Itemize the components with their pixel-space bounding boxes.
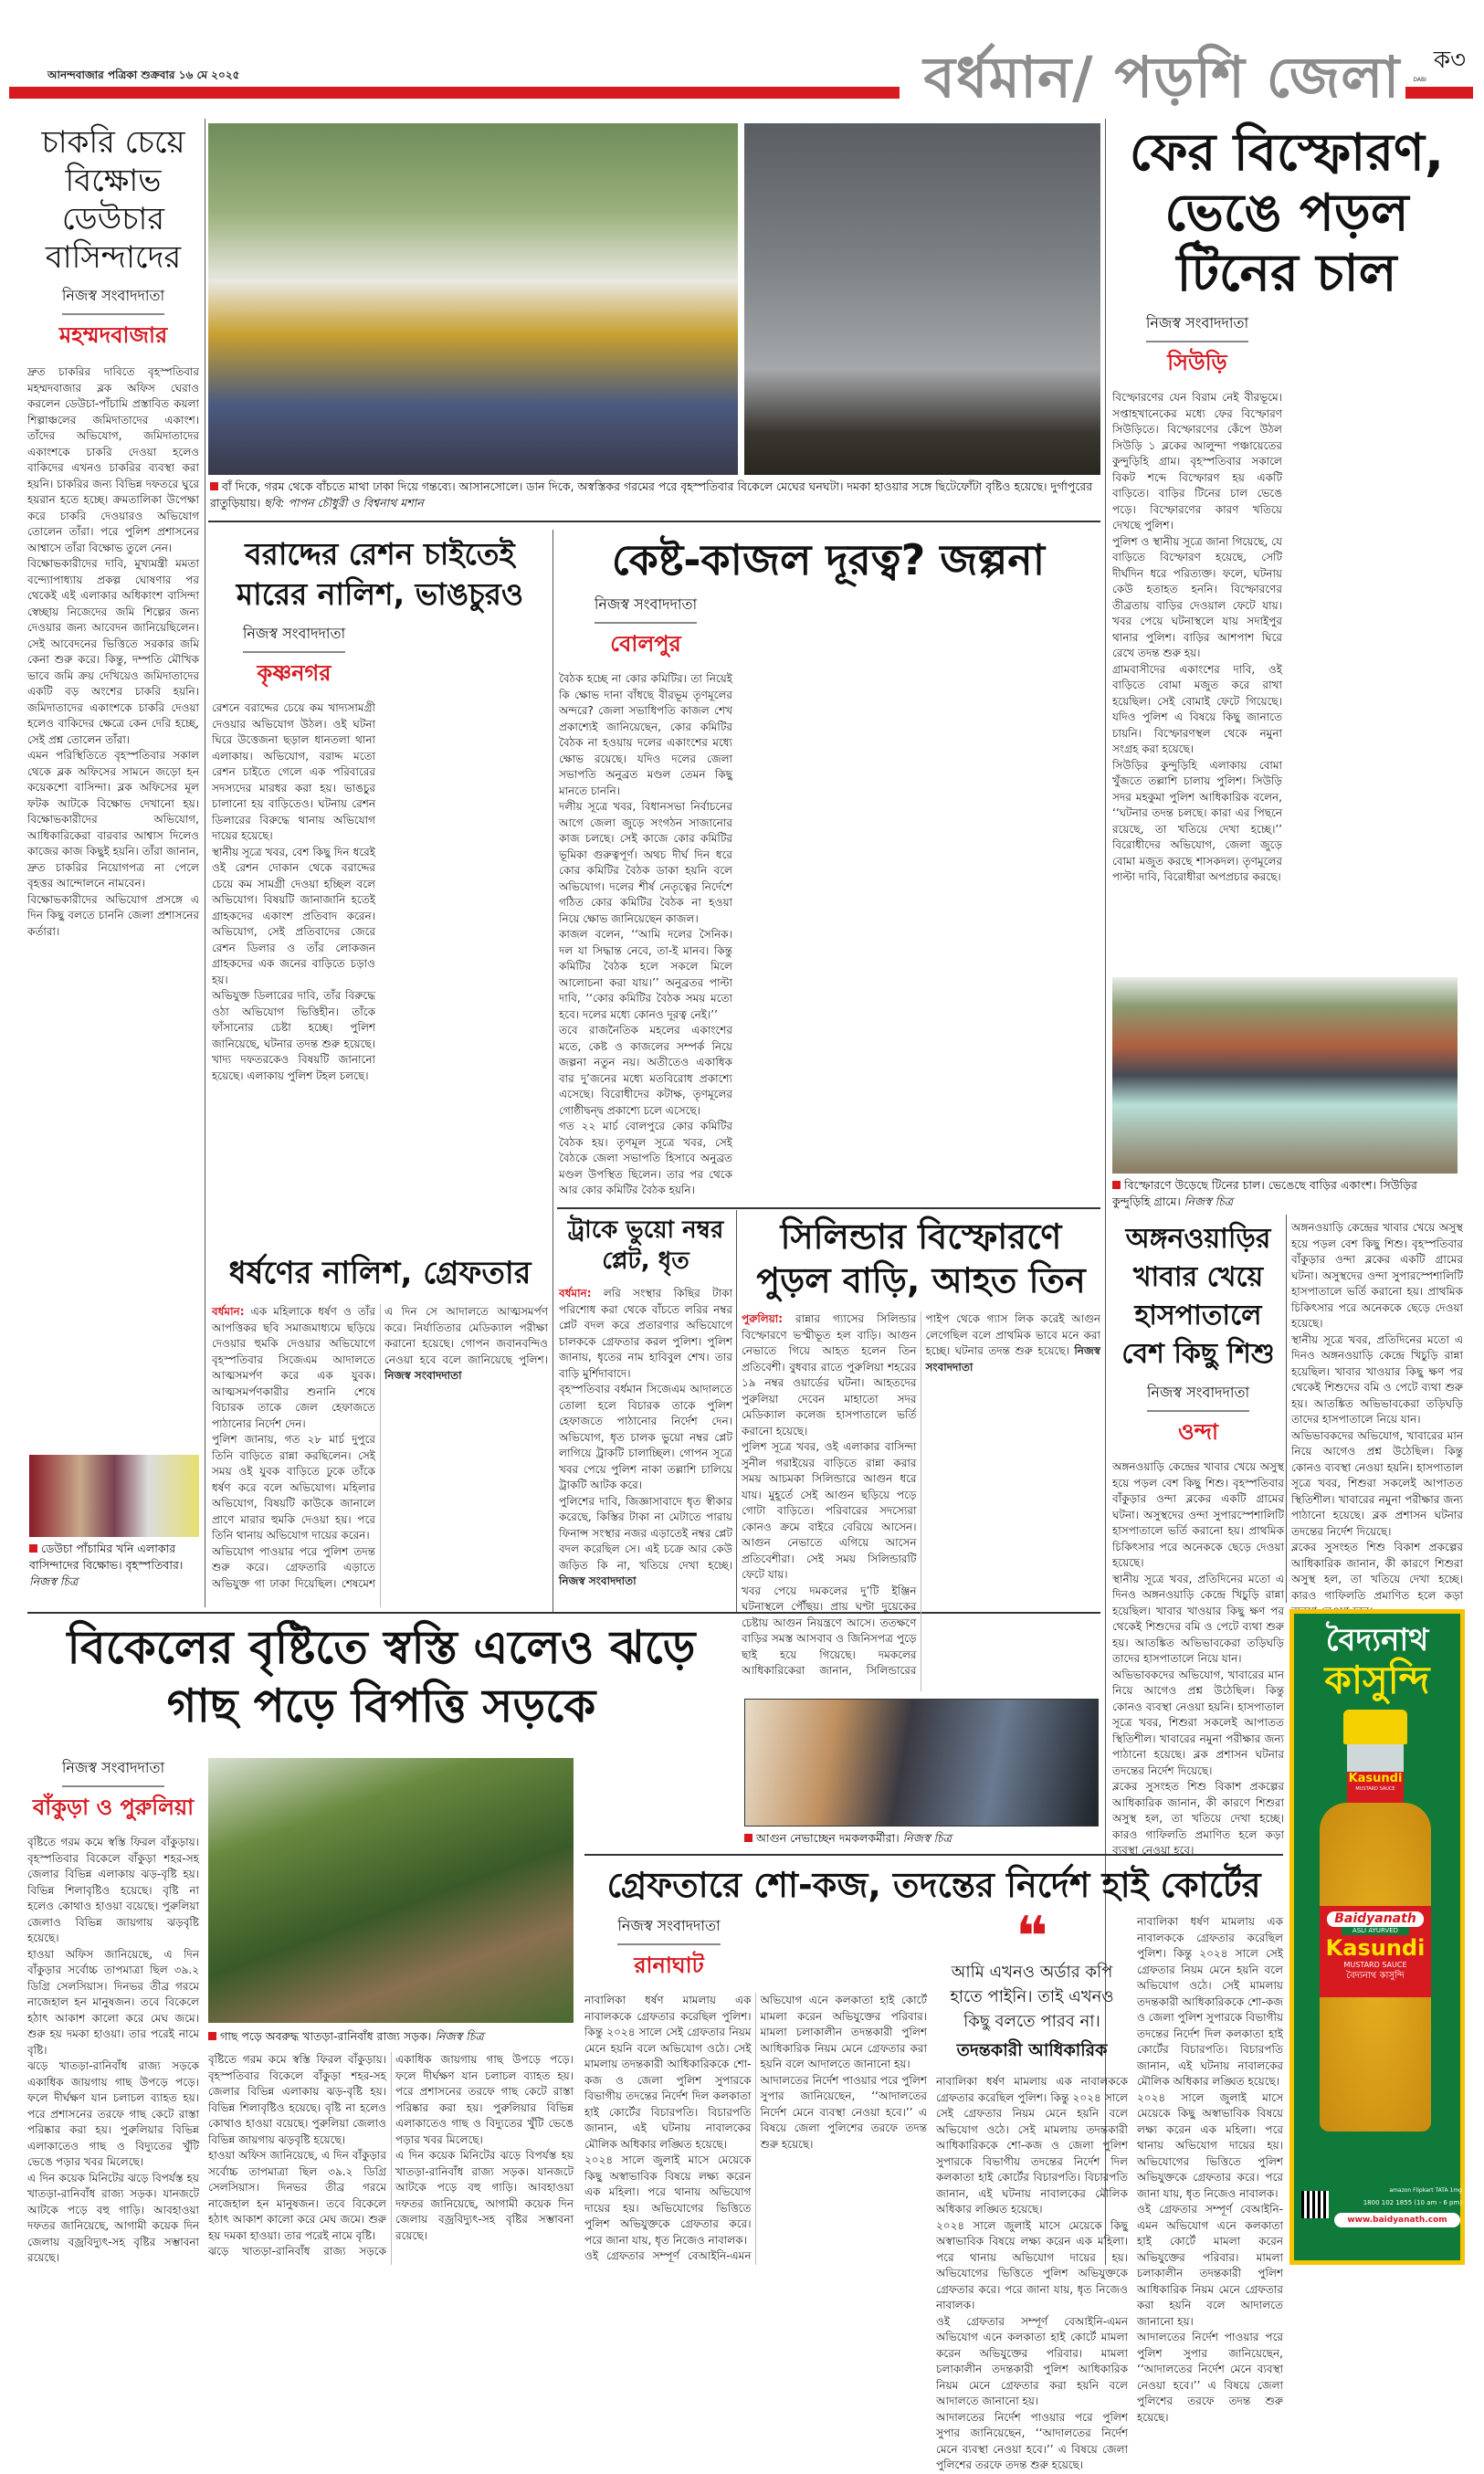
asansol-heat-photo <box>208 123 738 475</box>
headline: গ্রেফতারে শো-কজ, তদন্তের নির্দেশ হাই কোর্টের <box>606 1865 1261 1905</box>
reporter: নিজস্ব সংবাদদাতা <box>62 1756 164 1787</box>
article-storm <box>27 1618 735 1746</box>
baidyanath-kasundi-ad[interactable] <box>1289 1609 1465 2265</box>
article-kesto-kajal <box>559 534 1098 1201</box>
headline: বরাদ্দের রেশন চাইতেই মারের নালিশ, ভাঙচুরও <box>236 536 524 612</box>
caption-marker-icon <box>29 1544 37 1553</box>
article-truck-plate <box>559 1215 732 1607</box>
byline <box>27 1756 199 1827</box>
reporter: নিজস্ব সংবাদদাতা <box>595 593 697 624</box>
headline: অঙ্গনওয়াড়ির খাবার খেয়ে হাসপাতালে বেশ কিছু শিশু <box>1121 1223 1275 1370</box>
blast-photo-block <box>1112 977 1458 1213</box>
dateline-lead: বর্ধমান: <box>212 1305 245 1318</box>
headline: ফের বিস্ফোরণ, ভেঙে পড়ল টিনের চাল <box>1129 123 1445 303</box>
page-number: ক৩ <box>1433 47 1466 74</box>
place: ওন্দা <box>1178 1419 1218 1445</box>
article-cylinder-blast <box>742 1215 1100 1691</box>
ad-product-bengali: কাসুন্দি <box>1324 1658 1430 1702</box>
article-showcause <box>584 1863 1284 2471</box>
reporter: নিজস্ব সংবাদদাতা <box>1146 311 1248 342</box>
bottle-top-label: Kasundi MUSTARD SAUCE <box>1347 1772 1404 1803</box>
headline: ধর্ষণের নালিশ, গ্রেফতার <box>228 1255 532 1291</box>
cylinder-photo-block <box>744 1699 1099 1850</box>
storm-photo-column <box>208 1758 574 2265</box>
headline: বিকেলের বৃষ্টিতে স্বস্তি এলেও ঝড়ে গাছ পড়ে বিপত্তি সড়কে <box>67 1621 696 1732</box>
section-header <box>639 46 1466 111</box>
byline <box>27 284 199 355</box>
dateline-lead: বর্ধমান: <box>559 1287 592 1300</box>
pull-quote-column <box>936 1905 1128 2471</box>
section-title: বর্ধমান/ পড়শি জেলা <box>918 46 1405 110</box>
rule <box>208 521 1100 522</box>
fallen-tree-photo <box>208 1758 574 2023</box>
reporter: নিজস্ব সংবাদদাতা <box>243 622 345 653</box>
byline <box>584 1914 753 1985</box>
edition-mark: DABI <box>1413 77 1426 83</box>
article-body: বর্ধমান: এক মহিলাকে ধর্ষণ ও তাঁর আপত্তিকর ছবি সমাজমাধ্যমে ছড়িয়ে দেওয়ার হুমকি দেওয়ার অভিযোগে বৃহস্পতিবার সিজেএম আদালতে আত্মসমর্পণ করে এক যুবক। আত্মসমর্পণকারীর শুনানি শেষে বিচারক তাকে জেল হেফাজতে পাঠানোর নির্দেশ দেন। পুলিশ জানায়, গত ২৮ মার্চ দুপুরে তিনি বাড়িতে রান্না করছিলেন। সেই সময় ওই যুবক বাড়িতে ঢুকে তাঁকে ধর্ষণ করে বলে অভিযোগ। মহিলার অভিযোগ, বিষয়টি কাউকে জানালে প্রাণে মারার হুমকি দেওয়া হয়। পরে তিনি থানায় অভিযোগ দায়ের করেন। অভিযোগ পাওয়ার পরে পুলিশ তদন্ত শুরু করে। গ্রেফতারি এড়াতে অভিযুক্ত গা ঢাকা দিয়েছিল। শেষমেশ এ দিন সে আদালতে আত্মসমর্পণ করে। নির্যাতিতার মেডিক্যাল পরীক্ষা করানো হয়েছে। গোপন জবানবন্দিও নেওয়া হবে বলে জানিয়েছে পুলিশ। নিজস্ব সংবাদদাতা <box>212 1305 548 1590</box>
bottle-cap-icon <box>1343 1710 1407 1744</box>
caption-marker-icon <box>1112 1181 1121 1189</box>
article-body: নাবালিকা ধর্ষণ মামলায় এক নাবালককে গ্রেফতার করেছিল পুলিশ। কিন্তু ২০২৪ সালে সেই গ্রেফতার নিয়ম মেনে হয়নি বলে অভিযোগ ওঠে। সেই মামলায় তদন্তকারী আধিকারিককে শো-কজ ও জেলা পুলিশ সুপারকে বিভাগীয় তদন্তের নির্দেশ দিল কলকাতা হাই কোর্টের বিচারপতি। বিচারপতি জানান, এই ঘটনায় নাবালকের মৌলিক অধিকার লঙ্ঘিত হয়েছে। ২০২৪ সালে জুলাই মাসে মেয়েকে কিছু অস্বাভাবিক বিষয়ে লক্ষ্য করেন এক মহিলা। পরে থানায় অভিযোগ দায়ের হয়। অভিযোগের ভিত্তিতে পুলিশ অভিযুক্তকে গ্রেফতার করে। পরে জানা যায়, ধৃত নিজেও নাবালক। ওই গ্রেফতার সম্পূর্ণ বেআইনি-এমন অভিযোগ এনে কলকাতা হাই কোর্টে মামলা করেন অভিযুক্তের পরিবার। মামলা চলাকালীন তদন্তকারী পুলিশ আধিকারিক নিয়ম মেনে গ্রেফতার করা হয়নি বলে আদালতে জানানো হয়। আদালতের নির্দেশ পাওয়ার পরে পুলিশ সুপার জানিয়েছেন, ‘‘আদালতের নির্দেশ মেনে ব্যবস্থা নেওয়া হবে।’’ এ বিষয়ে জেলা পুলিশের তরফে তদন্ত শুরু হয়েছে। <box>584 1994 927 2262</box>
article-rape-arrest <box>212 1253 548 1607</box>
divider <box>1286 1215 1287 1603</box>
storm-byline-column <box>27 1749 199 2265</box>
qr-code-icon[interactable] <box>1301 2191 1329 2218</box>
article-body: রেশনে বরাদ্দের চেয়ে কম খাদ্যসামগ্রী দেওয়ার অভিযোগ উঠল। ওই ঘটনা ঘিরে উত্তেজনা ছড়াল ধানতলা থানা এলাকায়। অভিযোগ, বরাদ্দ মতো রেশন চাইতে গেলে এক পরিবারের সদস্যদের মারধর করা হয়। ভাঙচুর চালানো হয় বাড়িতেও। ঘটনায় রেশন ডিলারের বিরুদ্ধে থানায় অভিযোগ দায়ের হয়েছে। স্থানীয় সূত্রে খবর, বেশ কিছু দিন ধরেই ওই রেশন দোকান থেকে বরাদ্দের চেয়ে কম সামগ্রী দেওয়া হচ্ছিল বলে অভিযোগ। বিষয়টি জানাজানি হতেই গ্রাহকদের একাংশ প্রতিবাদ করেন। অভিযোগ, সেই প্রতিবাদের জেরে রেশন ডিলার ও তাঁর লোকজন গ্রাহকদের এক জনের বাড়িতে চড়াও হয়। অভিযুক্ত ডিলারের দাবি, তাঁর বিরুদ্ধে ওঠা অভিযোগ ভিত্তিহীন। তাঁকে ফাঁসানোর চেষ্টা হচ্ছে। পুলিশ জানিয়েছে, ঘটনার তদন্ত শুরু হয়েছে। খাদ্য দফতরকেও বিষয়টি জানানো হয়েছে। এলাকায় পুলিশ টহল চলছে। <box>212 701 375 1082</box>
rule <box>557 1207 1100 1209</box>
caption-marker-icon <box>208 2032 216 2040</box>
article-deucha <box>27 123 199 1448</box>
article-body-continued: বৃষ্টিতে গরম কমে স্বস্তি ফিরল বাঁকুড়ায়। বৃহস্পতিবার বিকেলে বাঁকুড়া শহর-সহ জেলার বিভিন্ন এলাকায় ঝড়-বৃষ্টি হয়। বিভিন্ন শিলাবৃষ্টিও হয়েছে। বৃষ্টি না হলেও কোথাও হাওয়া বয়েছে। পুরুলিয়া জেলাও বিভিন্ন জায়গায় ঝড়বৃষ্টি হয়েছে। হাওয়া অফিস জানিয়েছে, এ দিন বাঁকুড়ার সর্বোচ্চ তাপমাত্রা ছিল ৩৯.২ ডিগ্রি সেলসিয়াস। দিনভর তীব্র গরমে নাজেহাল হন মানুষজন। তবে বিকেলে হঠাৎ আকাশ কালো করে মেঘ জমে। শুরু হয় দমকা হাওয়া। তার পরেই নামে বৃষ্টি। ঝড়ে খাতড়া-রানিবাঁধ রাজ্য সড়কে একাধিক জায়গায় গাছ উপড়ে পড়ে। ফলে দীর্ঘক্ষণ যান চলাচল ব্যাহত হয়। পরে প্রশাসনের তরফে গাছ কেটে রাস্তা পরিষ্কার করা হয়। পুরুলিয়ার বিভিন্ন এলাকাতেও গাছ ও বিদ্যুতের খুঁটি ভেঙে পড়ার খবর মিলেছে। এ দিন কয়েক মিনিটের ঝড়ে বিপর্যস্ত হয় খাতড়া-রানিবাঁধ রাজ্য সড়ক। যানজটে আটকে পড়ে বহু গাড়ি। আবহাওয়া দফতর জানিয়েছে, আগামী কয়েক দিন জেলায় বজ্রবিদ্যুৎ-সহ বৃষ্টির সম্ভাবনা রয়েছে। <box>208 2053 574 2258</box>
caption-marker-icon <box>744 1834 753 1842</box>
article-body-continued: অঙ্গনওয়াড়ি কেন্দ্রের খাবার খেয়ে অসুস্থ হয়ে পড়ল বেশ কিছু শিশু। বৃহস্পতিবার বাঁকুড়ার ওন্দা ব্লকের একটি গ্রামের ঘটনা। অসুস্থদের ওন্দা সুপারস্পেশালিটি হাসপাতালে ভর্তি করানো হয়। প্রাথমিক চিকিৎসার পরে অনেককে ছেড়ে দেওয়া হয়েছে। স্থানীয় সূত্রে খবর, প্রতিদিনের মতো এ দিনও অঙ্গনওয়াড়ি কেন্দ্রে খিচুড়ি রান্না হয়েছিল। খাবার খাওয়ার কিছু ক্ষণ পর থেকেই শিশুদের বমি ও পেটে ব্যথা শুরু হয়। আতঙ্কিত অভিভাবকেরা তড়িঘড়ি তাদের হাসপাতালে নিয়ে যান। অভিভাবকদের অভিযোগ, খাবারের মান নিয়ে আগেও প্রশ্ন উঠেছিল। কিন্তু কোনও ব্যবস্থা নেওয়া হয়নি। হাসপাতাল সূত্রে খবর, শিশুরা সকলেই আপাতত স্থিতিশীল। খাবারের নমুনা পরীক্ষার জন্য পাঠানো হয়েছে। ব্লক প্রশাসন ঘটনার তদন্তের নির্দেশ দিয়েছে। ব্লকের সুসংহত শিশু বিকাশ প্রকল্পের আধিকারিক জানান, কী কারণে শিশুরা অসুস্থ হল, তা খতিয়ে দেখা হচ্ছে। কারও গাফিলতি প্রমাণিত হলে কড়া <box>1291 1221 1463 1602</box>
article-body: বর্ধমান: লরি সংস্থার কিছির টাকা পরিশোধ করা থেকে বাঁচতে লরির নম্বর প্লেট বদল করে প্রতারণার অভিযোগে চালককে গ্রেফতার করল পুলিশ। পুলিশ জানায়, ধৃতের নাম হাবিবুল শেখ। তার বাড়ি মুর্শিদাবাদে। বৃহস্পতিবার বর্ধমান সিজেএম আদালতে তোলা হলে বিচারক তাকে পুলিশ হেফাজতে পাঠানোর নির্দেশ দেন। অভিযোগ, ধৃত চালক ভুয়ো নম্বর প্লেট লাগিয়ে ট্রাকটি চালাচ্ছিল। গোপন সূত্রে খবর পেয়ে পুলিশ নাকা তল্লাশি চালিয়ে ট্রাকটি আটক করে। পুলিশের দাবি, জিজ্ঞাসাবাদে ধৃত স্বীকার করেছে, কিস্তির টাকা না মেটাতে পারায় ফিনান্স সংস্থার নজর এড়াতেই নম্বর প্লেট বদল করেছিল সে। এই চক্রে আর কেউ জড়িত কি না, খতিয়ে দেখা হচ্ছে। নিজস্ব সংবাদদাতা <box>559 1287 732 1587</box>
divider <box>736 1210 737 1612</box>
byline <box>1112 311 1282 383</box>
caption-marker-icon <box>210 482 218 490</box>
article-body: দ্রুত চাকরির দাবিতে বৃহস্পতিবার মহম্মদবাজার ব্লক অফিস ঘেরাও করলেন ডেউচা-পাঁচামি প্রস্তাবিত কয়লা শিল্পাঞ্চলের জমিদাতাদের একাংশ। তাঁদের অভিযোগ, জমিদাতাদের একাংশকে চাকরি দেওয়া হলেও বাকিদের এখনও চাকরির ব্যবস্থা করা হয়নি। চাকরির জন্য বিভিন্ন দফতরে ঘুরে হয়রান হতে হচ্ছে। ক্রমতালিকা উপেক্ষা করে চাকরি দেওয়ারও অভিযোগ তোলেন তাঁরা। পরে পুলিশ প্রশাসনের আশ্বাসে তাঁরা বিক্ষোভ তুলে নেন। বিক্ষোভকারীদের দাবি, মুখ্যমন্ত্রী মমতা বন্দ্যোপাধ্যায় প্রকল্প ঘোষণার পর থেকেই এই এলাকার অধিকাংশ বাসিন্দা স্বেচ্ছায় নিজেদের জমি শিল্পের জন্য দেওয়ার জন্য আবেদন জানিয়েছিলেন। সেই আবেদনের ভিত্তিতে সরকার জমি কেনা শুরু করে। কিন্তু, দম্পতি মৌখিক ভাবে জমি ক্রয় দেখিয়েও জমিদাতাদের একটি বড় অংশের চাকরি হয়নি। জমিদাতাদের একাংশকে চাকরি দেওয়া হলেও বাকিদের ক্ষেত্রে কেন দেরি হচ্ছে, সেই প্রশ্ন তোলেন তাঁরা। এমন পরিস্থিতিতে বৃহস্পতিবার সকাল থেকে ব্লক অফিসের সামনে জড়ো হন কয়েকশো বাসিন্দা। ব্লক অফিসের মূল ফটক আটকে বিক্ষোভ দেখানো হয়। বিক্ষোভকারীদের অভিযোগ, আধিকারিকেরা বারবার আশ্বাস দিলেও কাজের কাজ কিছুই হয়নি। তাঁরা জানান, দ্রুত চাকরির নিয়োগপত্র না পেলে বৃহত্তর আন্দোলনে নামবেন। বিক্ষোভকারীদের অভিযোগ প্রসঙ্গে এ দিন কিছু বলতে চাননি জেলা প্রশাসনের কর্তারা। <box>27 365 199 938</box>
deucha-photo-block <box>29 1455 199 1610</box>
reporter: নিজস্ব সংবাদদাতা <box>62 284 164 315</box>
bottle-neck <box>1347 1744 1404 1772</box>
place: মহম্মদবাজার <box>58 322 168 348</box>
headline: চাকরি চেয়ে বিক্ষোভ ডেউচার বাসিন্দাদের <box>41 124 185 276</box>
article-body: অঙ্গনওয়াড়ি কেন্দ্রের খাবার খেয়ে অসুস্থ হয়ে পড়ল বেশ কিছু শিশু। বৃহস্পতিবার বাঁকুড়ার ওন্দা ব্লকের একটি গ্রামের ঘটনা। অসুস্থদের ওন্দা সুপারস্পেশালিটি হাসপাতালে ভর্তি করানো হয়। প্রাথমিক চিকিৎসার পরে অনেককে ছেড়ে দেওয়া হয়েছে। স্থানীয় সূত্রে খবর, প্রতিদিনের মতো এ দিনও অঙ্গনওয়াড়ি কেন্দ্রে খিচুড়ি রান্না হয়েছিল। খাবার খাওয়ার কিছু ক্ষণ পর থেকেই শিশুদের বমি ও পেটে ব্যথা শুরু হয়। আতঙ্কিত অভিভাবকেরা তড়িঘড়ি তাদের হাসপাতালে নিয়ে যান। অভিভাবকদের অভিযোগ, খাবারের মান নিয়ে আগেও প্রশ্ন উঠেছিল। কিন্তু কোনও ব্যবস্থা নেওয়া হয়নি। হাসপাতাল সূত্রে খবর, শিশুরা সকলেই আপাতত স্থিতিশীল। খাবারের নমুনা পরীক্ষার জন্য পাঠানো হয়েছে। ব্লক প্রশাসন ঘটনার তদন্তের নির্দেশ দিয়েছে। ব্লকের সুসংহত শিশু বিকাশ প্রকল্পের আধিকারিক জানান, কী কারণে শিশুরা অসুস্থ হল, তা খতিয়ে দেখা হচ্ছে। কারও গাফিলতি প্রমাণিত হলে কড়া ব্যবস্থা নেওয়া হবে। <box>1112 1460 1284 1857</box>
byline <box>212 622 376 693</box>
article-body: বিস্ফোরণের যেন বিরাম নেই বীরভূমে। সপ্তাহখানেকের মধ্যে ফের বিস্ফোরণ সিউড়িতে। বিস্ফোরণের কেঁপে উঠল সিউড়ি ১ ব্লকের আলুন্দা পঞ্চায়েতের কুন্দুড়িহি গ্রাম। বৃহস্পতিবার সকালে বিকট শব্দে বিস্ফোরণ হয় একটি বাড়িতে। বাড়ির টিনের চাল ভেঙে পড়ে। বিস্ফোরণের কারণ খতিয়ে দেখছে পুলিশ। পুলিশ ও স্থানীয় সূত্রে জানা গিয়েছে, যে বাড়িতে বিস্ফোরণ হয়েছে, সেটি দীর্ঘদিন ধরে পরিত্যক্ত। ফলে, ঘটনায় কেউ হতাহত হননি। বিস্ফোরণের তীব্রতায় বাড়ির দেওয়াল ফেটে যায়। খবর পেয়ে ঘটনাস্থলে যায় সদাইপুর থানার পুলিশ। বাড়ির আশপাশ ঘিরে রেখে তদন্ত শুরু হয়। গ্রামবাসীদের একাংশের দাবি, ওই বাড়িতে বোমা মজুত করে রাখা হয়েছিল। সেই বোমাই ফেটে গিয়েছে। যদিও পুলিশ এ বিষয়ে কিছু জানাতে চায়নি। বিস্ফোরণস্থল থেকে নমুনা সংগ্রহ করা হয়েছে। সিউড়ির কুন্দুড়িহি এলাকায় বোমা খুঁজতে তল্লাশি চালায় পুলিশ। সিউড়ি সদর মহকুমা পুলিশ আধিকারিক বলেন, ‘‘ঘটনার তদন্ত চলছে। কারা এর পিছনে রয়েছে, তা খতিয়ে দেখা হচ্ছে।’’ বিরোধীদের অভিযোগ, জেলা জুড়ে বোমা মজুত করছে শাসকদল। তৃণমূলের পাল্টা দাবি, বিরোধীরা অপপ্রচার করছে। <box>1112 391 1282 883</box>
ad-brand-bengali: বৈদ্যনাথ <box>1325 1622 1429 1658</box>
article-blast <box>1112 123 1461 971</box>
photo-caption: আগুন নেভাচ্ছেন দমকলকর্মীরা। নিজস্ব চিত্র <box>744 1830 1099 1847</box>
top-photo-caption: বাঁ দিকে, গরম থেকে বাঁচতে মাথা ঢাকা দিয়ে গন্তব্যে। আসানসোলে। ডান দিকে, অস্বস্তিকর গরমের পরে বৃহস্পতিবার বিকেলে মেঘের ঘনঘটা। দমকা হাওয়ার সঙ্গে ছিটেফোঁটা বৃষ্টিও হয়েছে। দুর্গাপুরের রাতুড়িয়ায়। ছবি: পাপন চৌধুরী ও বিশ্বনাথ মশান <box>210 479 1093 510</box>
dateline: আনন্দবাজার পত্রিকা শুক্রবার ১৬ মে ২০২৫ <box>47 68 240 81</box>
quote-attribution: তদন্তকারী আধিকারিক <box>956 2040 1108 2060</box>
quote-text: আমি এখনও অর্ডার কপি হাতে পাইনি। তাই এখনও কিছু বলতে পারব না। <box>950 1963 1114 2031</box>
article-anganwadi <box>1112 1220 1284 1857</box>
bottle-main-label: Baidyanath ASLI AYURVED Kasundi MUSTARD SAUCE বৈদ্যনাথ কাসুন্দি <box>1320 1906 1431 1997</box>
headline: কেষ্ট-কাজল দূরত্ব? জল্পনা <box>611 535 1046 584</box>
ad-stores: amazon Flipkart TATA 1mg <box>1389 2187 1462 2194</box>
headline: ট্রাকে ভুয়ো নম্বর প্লেট, ধৃত <box>567 1216 724 1275</box>
article-body: পুরুলিয়া: রান্নার গ্যাসের সিলিন্ডার বিস্ফোরণে ভস্মীভূত হল বাড়ি। আগুন নেভাতে গিয়ে আহত হলেন তিন প্রতিবেশী। বুধবার রাতে পুরুলিয়া শহরের ১৯ নম্বর ওয়ার্ডের ঘটনা। আহতদের পুরুলিয়া দেবেন মাহাতো সদর মেডিক্যাল কলেজ হাসপাতালে ভর্তি করানো হয়েছে। পুলিশ সূত্রে খবর, ওই এলাকার বাসিন্দা সুনীল গরাইয়ের বাড়িতে রান্না করার সময় আচমকা সিলিন্ডারে আগুন ধরে যায়। মুহূর্তে সেই আগুন ছড়িয়ে পড়ে গোটা বাড়িতে। পরিবারের সদস্যেরা কোনও ক্রমে বাইরে বেরিয়ে আসেন। আগুন নেভাতে এগিয়ে আসেন প্রতিবেশীরা। সেই সময় সিলিন্ডারটি ফেটে যায়। খবর পেয়ে দমকলের দু’টি ইঞ্জিন ঘটনাস্থলে পৌঁছয়। প্রায় ঘণ্টা দুয়েকের চেষ্টায় আগুন নিয়ন্ত্রণে আসে। ততক্ষণে বাড়ির সমস্ত আসবাব ও জিনিসপত্র পুড়ে ছাই হয়ে গিয়েছে। দমকলের আধিকারিকেরা জানান, সিলিন্ডারের পাইপ থেকে গ্যাস লিক করেই আগুন লেগেছিল বলে প্রাথমিক ভাবে মনে করা হচ্ছে। ঘটনার তদন্ত শুরু হয়েছে। নিজস্ব সংবাদদাতা <box>742 1312 1100 1677</box>
durgapur-clouds-photo <box>744 123 1100 475</box>
place: সিউড়ি <box>1167 350 1227 375</box>
headline: সিলিন্ডার বিস্ফোরণে পুড়ল বাড়ি, আহত তিন <box>756 1216 1086 1300</box>
article-body: বৈঠক হচ্ছে না কোর কমিটির। তা নিয়েই কি ক্ষোভ দানা বাঁধছে বীরভূম তৃণমূলের অন্দরে? জেলা সভাধিপতি কাজল শেখ প্রকাশ্যেই জানিয়েছেন, কোর কমিটির বৈঠক না হওয়ায় দলের একাংশের মধ্যে ক্ষোভ রয়েছে। যদিও দলের জেলা সভাপতি অনুব্রত মণ্ডল তেমন কিছু মানতে চাননি। দলীয় সূত্রে খবর, বিধানসভা নির্বাচনের আগে জেলা জুড়ে সংগঠন সাজানোর কাজ চলছে। সেই কাজে কোর কমিটির ভূমিকা গুরুত্বপূর্ণ। অথচ দীর্ঘ দিন ধরে কোর কমিটির বৈঠক ডাকা হয়নি বলে অভিযোগ। দলের শীর্ষ নেতৃত্বের নির্দেশে গঠিত কোর কমিটির বৈঠক না হওয়া নিয়ে ক্ষোভ জানিয়েছেন কাজল। কাজল বলেন, ‘‘আমি দলের সৈনিক। দল যা সিদ্ধান্ত নেবে, তা-ই মানব। কিন্তু কমিটির বৈঠক হলে সকলে মিলে আলোচনা করা যায়।’’ অনুব্রতর পাল্টা দাবি, ‘‘কোর কমিটির বৈঠক সময় মতো হবে। দলের মধ্যে কোনও দূরত্ব নেই।’’ তবে রাজনৈতিক মহলের একাংশের মতে, কেষ্ট ও কাজলের সম্পর্ক নিয়ে জল্পনা নতুন নয়। অতীতেও একাধিক বার দু’জনের মধ্যে মতবিরোধ প্রকাশ্যে এসেছে। বিরোধীদের কটাক্ষ, তৃণমূলের গোষ্ঠীদ্বন্দ্ব প্রকাশ্যে চলে এসেছে। গত ২২ মার্চ বোলপুরে কোর কমিটির বৈঠক হয়। তৃণমূল সূত্রে খবর, সেই বৈঠকে জেলা সভাপতি হিসাবে অনুব্রত মণ্ডল উপস্থিত ছিলেন। তার পর থেকে আর কোর কমিটির বৈঠক হয়নি। <box>559 672 732 1196</box>
place: রানাঘাট <box>634 1953 704 1978</box>
article-body-continued: নাবালিকা ধর্ষণ মামলায় এক নাবালককে গ্রেফতার করেছিল পুলিশ। কিন্তু ২০২৪ সালে সেই গ্রেফতার নিয়ম মেনে হয়নি বলে অভিযোগ ওঠে। সেই মামলায় তদন্তকারী আধিকারিককে শো-কজ ও জেলা পুলিশ সুপারকে বিভাগীয় তদন্তের নির্দেশ দিল কলকাতা হাই কোর্টের বিচারপতি। বিচারপতি জানান, এই ঘটনায় নাবালকের মৌলিক অধিকার লঙ্ঘিত হয়েছে। ২০২৪ সালে জুলাই মাসে মেয়েকে কিছু অস্বাভাবিক বিষয়ে লক্ষ্য করেন এক মহিলা। পরে থানায় অভিযোগ দায়ের হয়। অভিযোগের ভিত্তিতে পুলিশ অভিযুক্তকে গ্রেফতার করে। পরে জানা যায়, ধৃত নিজেও নাবালক। ওই গ্রেফতার সম্পূর্ণ বেআইনি-এমন অভিযোগ এনে কলকাতা হাই কোর্টে মামলা করেন অভিযুক্তের পরিবার। মামলা চলাকালীন তদন্তকারী পুলিশ আধিকারিক নিয়ম মেনে গ্রেফতার করা হয়নি বলে আদালতে জানানো হয়। আদালতের নির্দেশ পাওয়ার পরে পুলিশ সুপার জানিয়েছেন, ‘‘আদালতের নির্দেশ মেনে ব্যবস্থা নেওয়া হবে।’’ এ বিষয়ে জেলা পুলিশের তরফে তদন্ত শুরু হয়েছে। <box>936 2075 1128 2471</box>
photo-caption: গাছ পড়ে অবরুদ্ধ খাতড়া-রানিবাঁধ রাজ্য সড়ক। নিজস্ব চিত্র <box>208 2028 574 2045</box>
reporter: নিজস্ব সংবাদদাতা <box>617 1914 720 1945</box>
article-body: বৃষ্টিতে গরম কমে স্বস্তি ফিরল বাঁকুড়ায়। বৃহস্পতিবার বিকেলে বাঁকুড়া শহর-সহ জেলার বিভিন্ন এলাকায় ঝড়-বৃষ্টি হয়। বিভিন্ন শিলাবৃষ্টিও হয়েছে। বৃষ্টি না হলেও কোথাও হাওয়া বয়েছে। পুরুলিয়া জেলাও বিভিন্ন জায়গায় ঝড়বৃষ্টি হয়েছে। হাওয়া অফিস জানিয়েছে, এ দিন বাঁকুড়ার সর্বোচ্চ তাপমাত্রা ছিল ৩৯.২ ডিগ্রি সেলসিয়াস। দিনভর তীব্র গরমে নাজেহাল হন মানুষজন। তবে বিকেলে হঠাৎ আকাশ কালো করে মেঘ জমে। শুরু হয় দমকা হাওয়া। তার পরেই নামে বৃষ্টি। ঝড়ে খাতড়া-রানিবাঁধ রাজ্য সড়কে একাধিক জায়গায় গাছ উপড়ে পড়ে। ফলে দীর্ঘক্ষণ যান চলাচল ব্যাহত হয়। পরে প্রশাসনের তরফে গাছ কেটে রাস্তা পরিষ্কার করা হয়। পুরুলিয়ার বিভিন্ন এলাকাতেও গাছ ও বিদ্যুতের খুঁটি ভেঙে পড়ার খবর মিলেছে। এ দিন কয়েক মিনিটের ঝড়ে বিপর্যস্ত হয় খাতড়া-রানিবাঁধ রাজ্য সড়ক। যানজটে আটকে পড়ে বহু গাড়ি। আবহাওয়া দফতর জানিয়েছে, আগামী কয়েক দিন জেলায় বজ্রবিদ্যুৎ-সহ বৃষ্টির সম্ভাবনা রয়েছে। <box>27 1836 199 2264</box>
quote-icon: ❝ <box>1016 1905 1048 1969</box>
collapsed-roof-photo <box>1112 977 1458 1174</box>
photo-caption: ডেউচা পাঁচামির খনি এলাকার বাসিন্দাদের বিক্ষোভ। বৃহস্পতিবার। নিজস্ব চিত্র <box>29 1542 184 1588</box>
byline <box>1112 1381 1284 1452</box>
ad-website-link[interactable]: www.baidyanath.com <box>1334 2213 1460 2227</box>
showcause-main-column <box>584 1914 927 2265</box>
photo-caption: বিস্ফোরণে উড়েছে টিনের চাল। ভেঙেছে বাড়ির একাংশ। সিউড়ির কুন্দুড়িহি গ্রামে। নিজস্ব চিত্র <box>1112 1178 1417 1208</box>
ad-phone: 1800 102 1855 (10 am - 6 pm) <box>1363 2199 1462 2206</box>
place: কৃষ্ণনগর <box>257 660 332 686</box>
place: বোলপুর <box>610 631 681 657</box>
dateline-lead: পুরুলিয়া: <box>742 1312 784 1325</box>
reporter: নিজস্ব সংবাদদাতা <box>1147 1381 1249 1412</box>
place: বাঁকুড়া ও পুরুলিয়া <box>32 1795 195 1820</box>
firefighters-photo <box>744 1699 1099 1827</box>
article-ration <box>212 534 548 1247</box>
byline <box>559 593 732 664</box>
deucha-protest-photo <box>29 1455 199 1537</box>
article-body-continued: নাবালিকা ধর্ষণ মামলায় এক নাবালককে গ্রেফতার করেছিল পুলিশ। কিন্তু ২০২৪ সালে সেই গ্রেফতার নিয়ম মেনে হয়নি বলে অভিযোগ ওঠে। সেই মামলায় তদন্তকারী আধিকারিককে শো-কজ ও জেলা পুলিশ সুপারকে বিভাগীয় তদন্তের নির্দেশ দিল কলকাতা হাই কোর্টের বিচারপতি। বিচারপতি জানান, এই ঘটনায় নাবালকের মৌলিক অধিকার লঙ্ঘিত হয়েছে। ২০২৪ সালে জুলাই মাসে মেয়েকে কিছু অস্বাভাবিক বিষয়ে লক্ষ্য করেন এক মহিলা। পরে থানায় অভিযোগ দায়ের হয়। অভিযোগের ভিত্তিতে পুলিশ অভিযুক্তকে গ্রেফতার করে। পরে জানা যায়, ধৃত নিজেও নাবালক। ওই গ্রেফতার সম্পূর্ণ বেআইনি-এমন অভিযোগ এনে কলকাতা হাই কোর্টে মামলা করেন অভিযুক্তের পরিবার। মামলা চলাকালীন তদন্তকারী পুলিশ আধিকারিক নিয়ম মেনে গ্রেফতার করা হয়নি বলে আদালতে জানানো হয়। আদালতের নির্দেশ পাওয়ার পরে পুলিশ সুপার জানিয়েছেন, ‘‘আদালতের নির্দেশ মেনে ব্যবস্থা নেওয়া হবে।’’ এ বিষয়ে জেলা পুলিশের তরফে তদন্ত শুরু হয়েছে। <box>1137 1915 1284 2424</box>
